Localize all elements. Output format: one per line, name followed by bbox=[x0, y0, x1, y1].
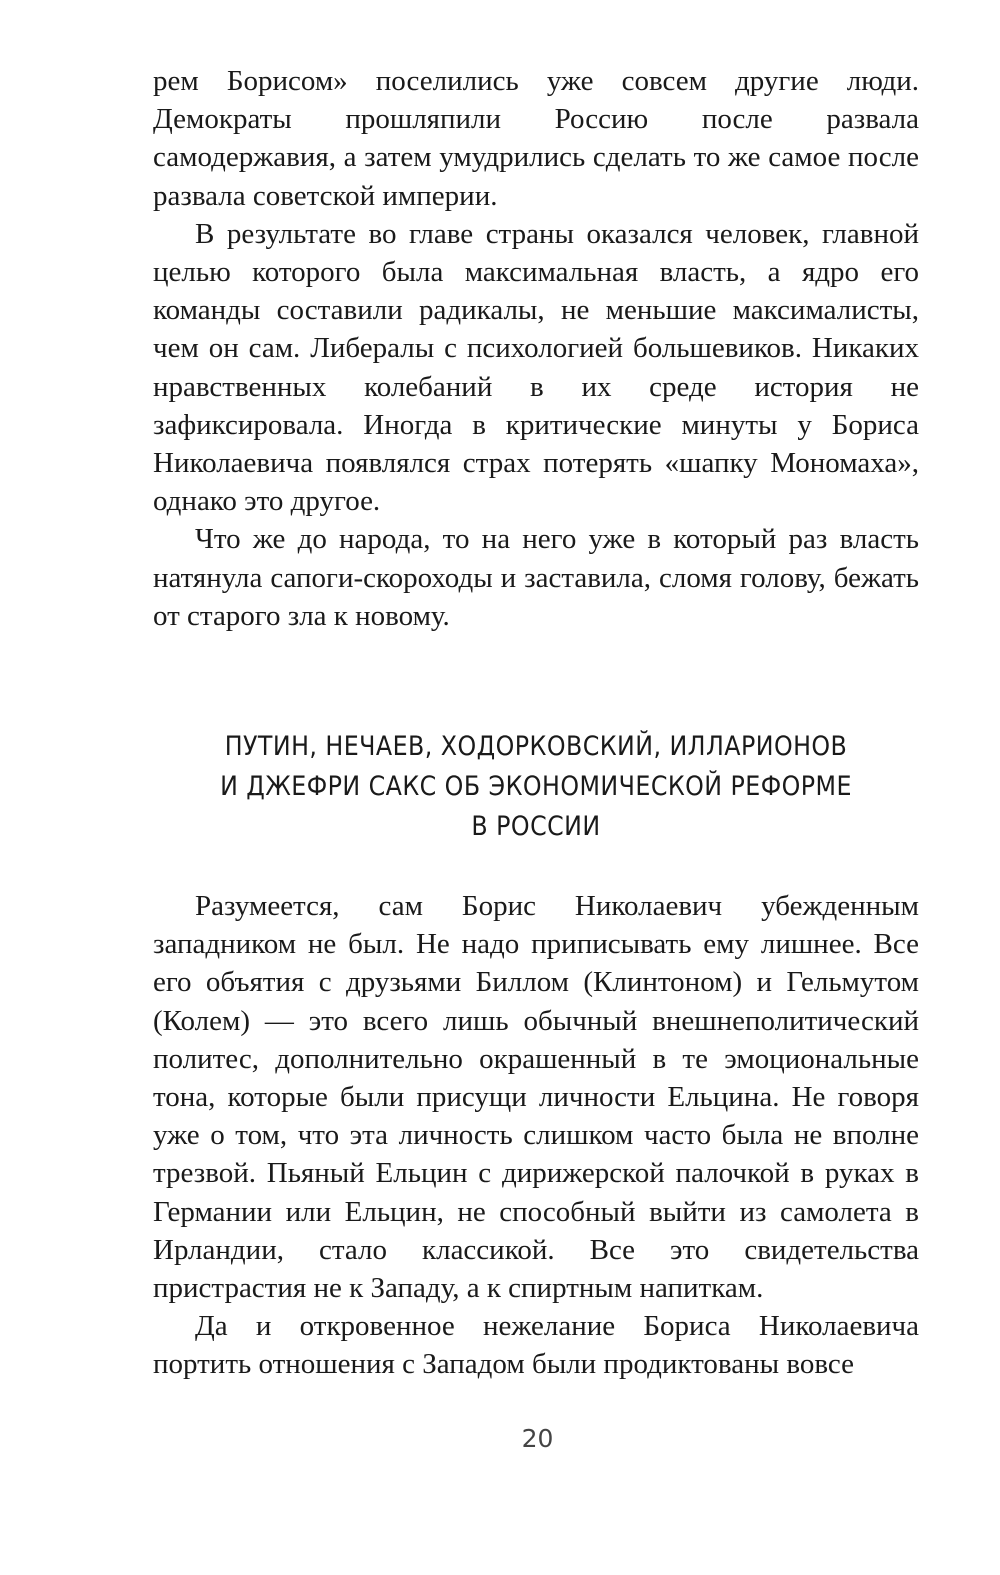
paragraph-people: Что же до народа, то на него уже в который раз власть натянула сапоги-скороходы и заставила, сломя голову, бежать от старого зла к новому. bbox=[153, 523, 919, 632]
section-heading-line: В РОССИИ bbox=[471, 811, 601, 843]
page-number: 20 bbox=[521, 1424, 554, 1453]
section-heading-line: ПУТИН, НЕЧАЕВ, ХОДОРКОВСКИЙ, ИЛЛАРИОНОВ bbox=[224, 731, 848, 763]
paragraph-result: В результате во главе страны оказался человек, главной целью которого была максимальная власть, а ядро его команды составили радикалы, не меньшие максималисты, чем он сам. Либералы с психологией большевиков. Никаких нравственных колебаний в их среде история не зафиксировала. Иногда в критические минуты у Бориса Николаевича появлялся страх потерять «шапку Мономаха», однако это другое. bbox=[153, 217, 919, 518]
paragraph-westernizer: Разумеется, сам Борис Николаевич убежденным западником не был. Не надо приписывать ему лишнее. Все его объятия с друзьями Биллом (Клинтоном) и Гельмутом (Колем) — это всего лишь обычный внешнеполитический политес, дополнительно окрашенный в те эмоциональные тона, которые были присущи личности Ельцина. Не говоря уже о том, что эта личность слишком часто была не вполне трезвой. Пьяный Ельцин с дирижерской палочкой в руках в Германии или Ельцин, не способный выйти из самолета в Ирландии, стало классикой. Все это свидетельства пристрастия не к Западу, а к спиртным напиткам. bbox=[153, 890, 919, 1305]
paragraph-relations: Да и откровенное нежелание Бориса Николаевича портить отношения с Западом были продиктованы вовсе bbox=[153, 1310, 919, 1381]
page-body bbox=[153, 62, 919, 1384]
paragraph-continuation: рем Борисом» поселились уже совсем другие люди. Демократы прошляпили Россию после развала самодержавия, а затем умудрились сделать то же самое после развала советской империи. bbox=[153, 65, 919, 212]
section-heading-line: И ДЖЕФРИ САКС ОБ ЭКОНОМИЧЕСКОЙ РЕФОРМЕ bbox=[220, 771, 852, 803]
section-heading bbox=[199, 727, 873, 847]
